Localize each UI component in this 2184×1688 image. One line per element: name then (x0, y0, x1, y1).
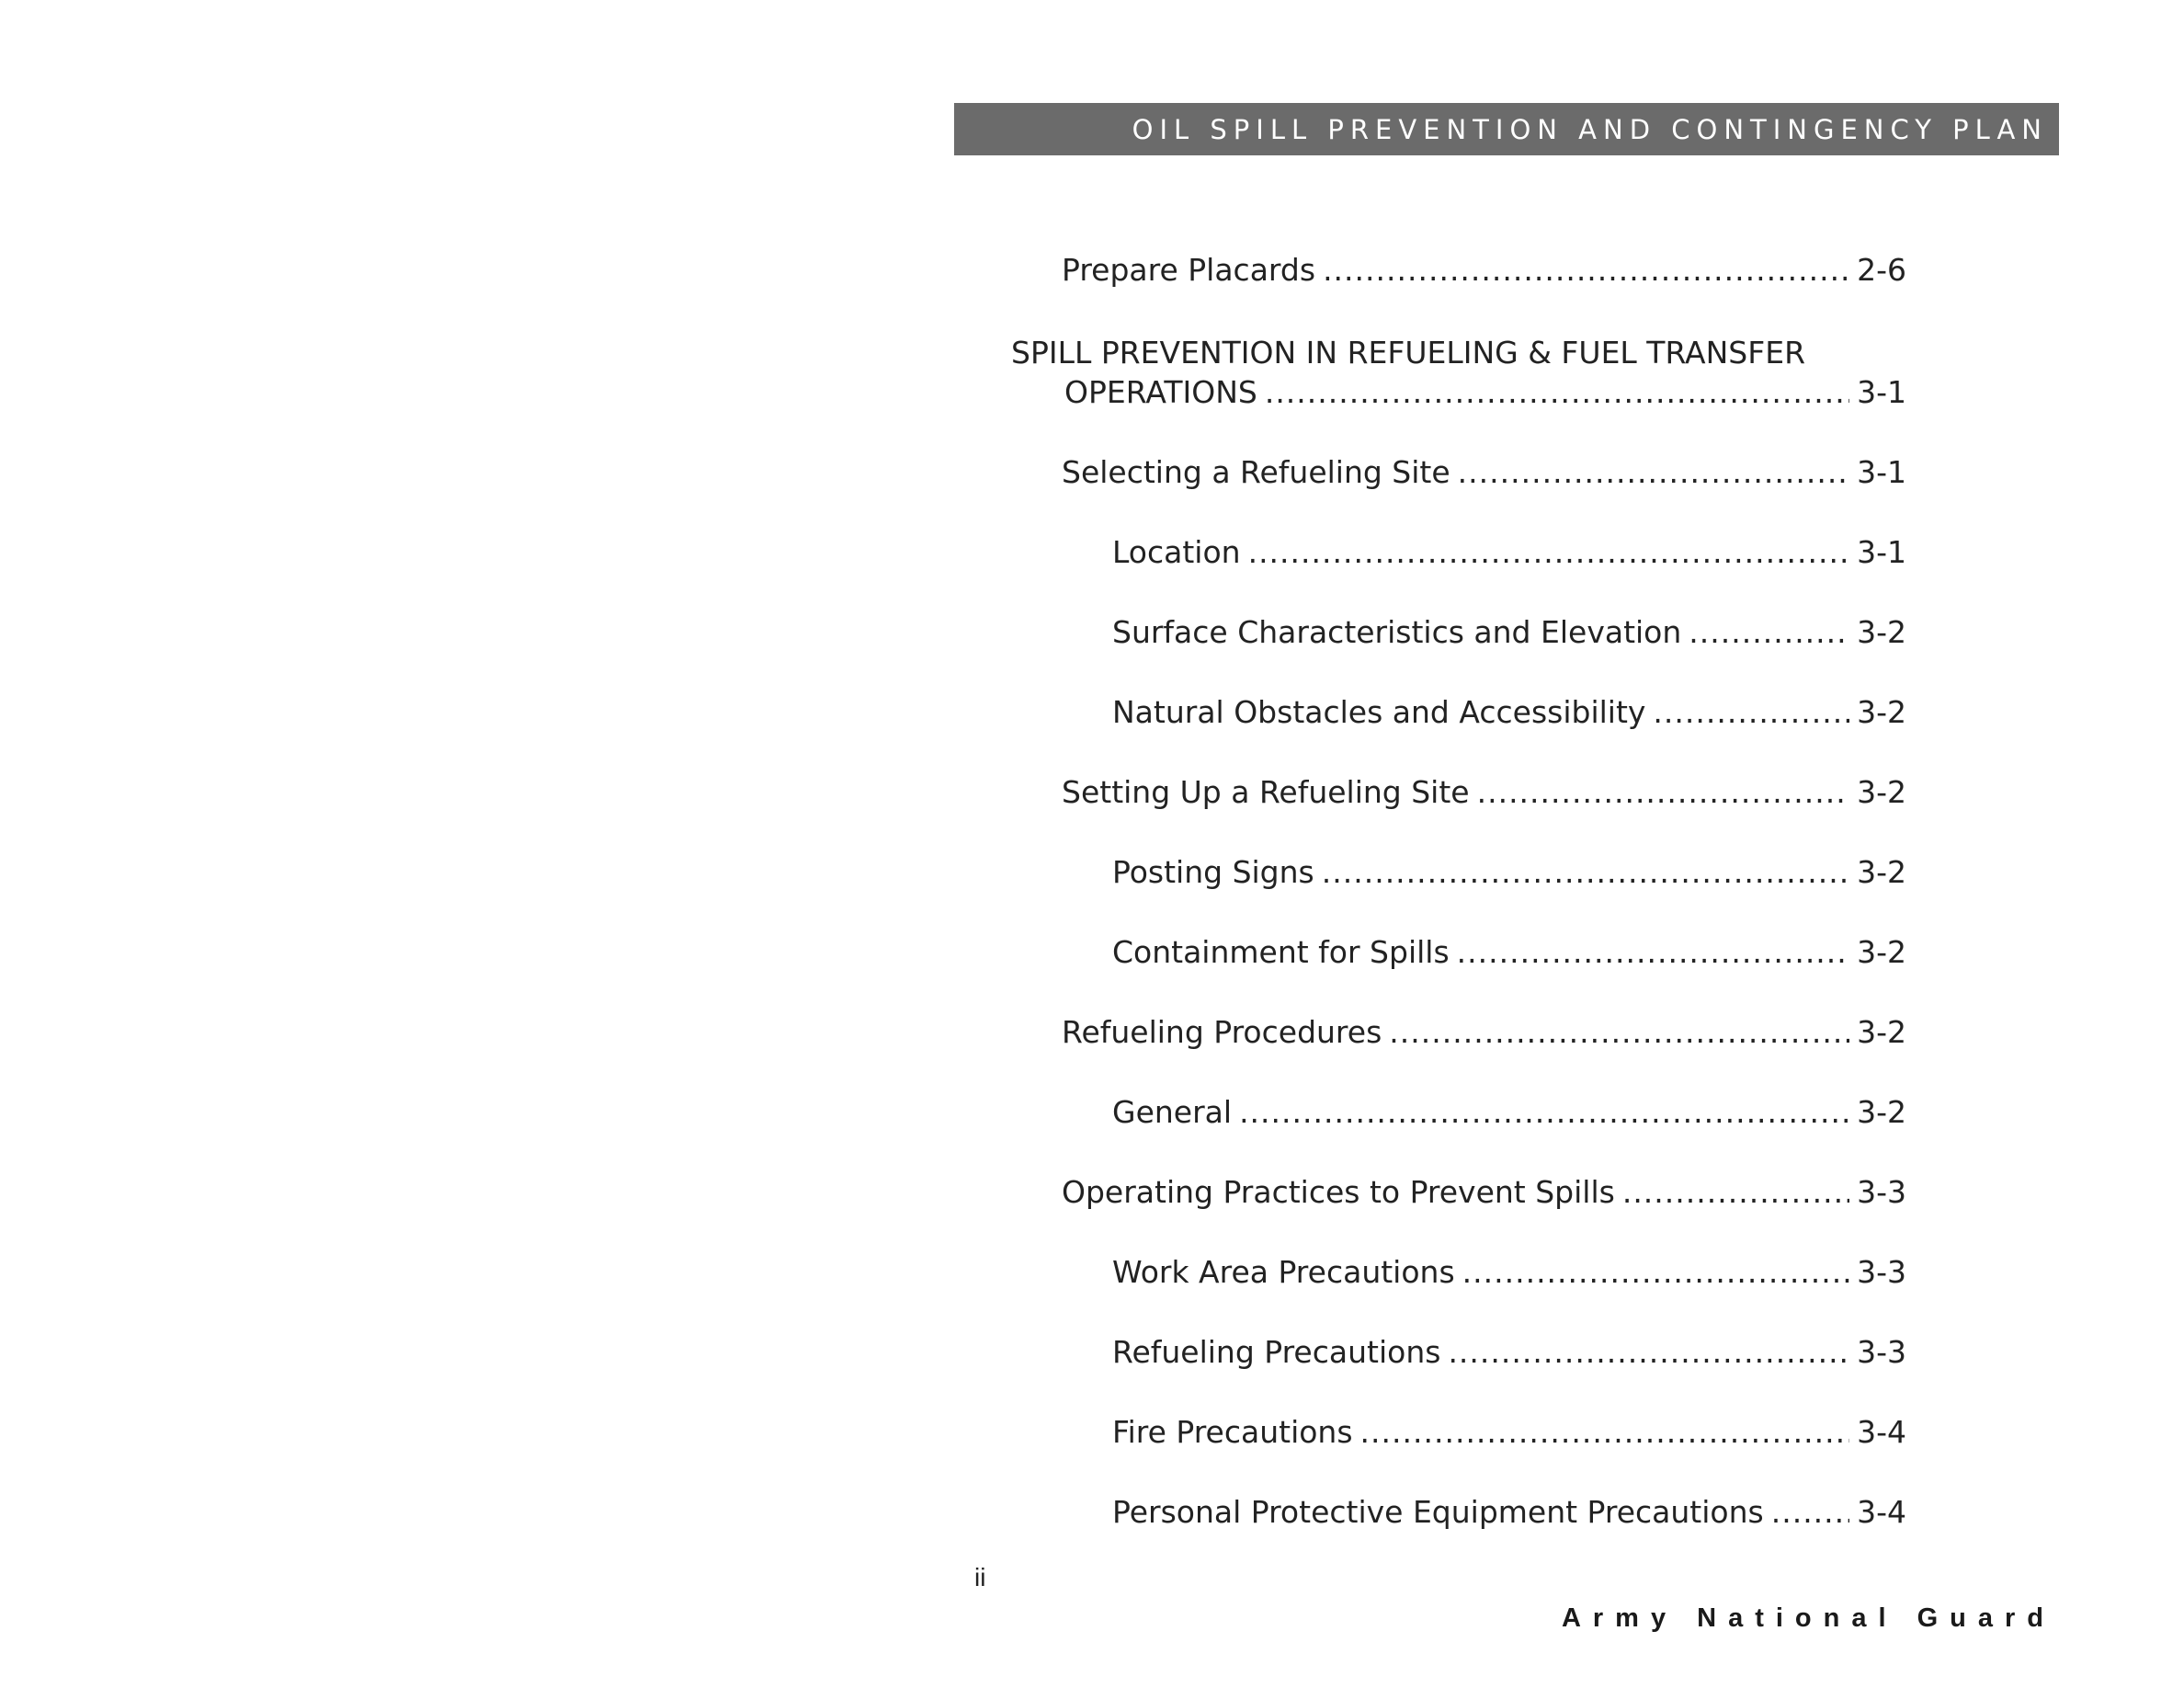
dot-leader (1389, 1012, 1849, 1053)
dot-leader (1653, 692, 1849, 733)
dot-leader (1360, 1412, 1850, 1453)
toc-entry-page: 3-2 (1857, 934, 1906, 970)
toc-entry-natural-obstacles[interactable] (1112, 692, 1906, 733)
toc-entry-page: 3-3 (1857, 1334, 1906, 1370)
toc-entry-label: Refueling Procedures (1062, 1014, 1382, 1050)
toc-entry-label: General (1112, 1094, 1233, 1130)
dot-leader (1477, 772, 1850, 813)
toc-entry-page: 3-2 (1857, 1014, 1906, 1050)
toc-entry-page: 2-6 (1857, 252, 1906, 288)
toc-entry-work-area-precautions[interactable] (1112, 1252, 1906, 1293)
toc-entry-label: Location (1112, 534, 1241, 570)
toc-entry-operations[interactable] (1064, 372, 1906, 413)
toc-entry-selecting-refueling-site[interactable] (1062, 452, 1906, 493)
toc-entry-label: Work Area Precautions (1112, 1254, 1455, 1290)
toc-entry-label: Setting Up a Refueling Site (1062, 774, 1470, 810)
dot-leader (1771, 1492, 1849, 1533)
toc-entry-label: Selecting a Refueling Site (1062, 454, 1450, 490)
page-number: ii (974, 1563, 986, 1591)
toc-entry-page: 3-3 (1857, 1174, 1906, 1210)
dot-leader (1689, 612, 1849, 653)
toc-entry-refueling-precautions[interactable] (1112, 1332, 1906, 1373)
toc-entry-location[interactable] (1112, 532, 1906, 573)
toc-entry-page: 3-4 (1857, 1414, 1906, 1450)
toc-entry-label: Prepare Placards (1062, 252, 1316, 288)
toc-entry-fire-precautions[interactable] (1112, 1412, 1906, 1453)
toc-entry-operating-practices[interactable] (1062, 1172, 1906, 1213)
toc-entry-page: 3-1 (1857, 374, 1906, 410)
toc-entry-general[interactable] (1112, 1092, 1906, 1133)
toc-entry-label: Natural Obstacles and Accessibility (1112, 694, 1646, 730)
dot-leader (1458, 452, 1849, 493)
toc-entry-setting-up-refueling-site[interactable] (1062, 772, 1906, 813)
toc-entry-page: 3-1 (1857, 454, 1906, 490)
toc-entry-page: 3-3 (1857, 1254, 1906, 1290)
toc-entry-page: 3-2 (1857, 614, 1906, 650)
dot-leader (1265, 372, 1849, 413)
dot-leader (1622, 1172, 1849, 1213)
toc-entry-page: 3-2 (1857, 1094, 1906, 1130)
dot-leader (1248, 532, 1850, 573)
footer-organization: Army National Guard (1561, 1603, 2055, 1633)
toc-entry-label: Personal Protective Equipment Precautions (1112, 1494, 1764, 1530)
dot-leader (1322, 852, 1849, 893)
dot-leader (1448, 1332, 1849, 1373)
toc-entry-containment-for-spills[interactable] (1112, 932, 1906, 973)
toc-entry-ppe-precautions[interactable] (1112, 1492, 1906, 1533)
dot-leader (1239, 1092, 1849, 1133)
dot-leader (1462, 1252, 1849, 1293)
toc-entry-label: Containment for Spills (1112, 934, 1450, 970)
toc-entry-label: OPERATIONS (1064, 374, 1257, 410)
toc-entry-posting-signs[interactable] (1112, 852, 1906, 893)
toc-entry-label: Surface Characteristics and Elevation (1112, 614, 1682, 650)
toc-entry-page: 3-2 (1857, 774, 1906, 810)
toc-entry-label: Operating Practices to Prevent Spills (1062, 1174, 1615, 1210)
toc-entry-label: Posting Signs (1112, 854, 1314, 890)
dot-leader (1323, 250, 1849, 291)
document-title: OIL SPILL PREVENTION AND CONTINGENCY PLAN (1132, 113, 2048, 145)
toc-entry-page: 3-2 (1857, 854, 1906, 890)
toc-entry-label: Refueling Precautions (1112, 1334, 1441, 1370)
dot-leader (1457, 932, 1849, 973)
toc-entry-page: 3-2 (1857, 694, 1906, 730)
toc-entry-prepare-placards[interactable] (1062, 250, 1906, 291)
toc-entry-page: 3-4 (1857, 1494, 1906, 1530)
toc-entry-surface-characteristics[interactable] (1112, 612, 1906, 653)
toc-entry-page: 3-1 (1857, 534, 1906, 570)
toc-entry-refueling-procedures[interactable] (1062, 1012, 1906, 1053)
toc-section-heading: SPILL PREVENTION IN REFUELING & FUEL TRANSFER (1011, 335, 1806, 371)
toc-entry-label: Fire Precautions (1112, 1414, 1353, 1450)
